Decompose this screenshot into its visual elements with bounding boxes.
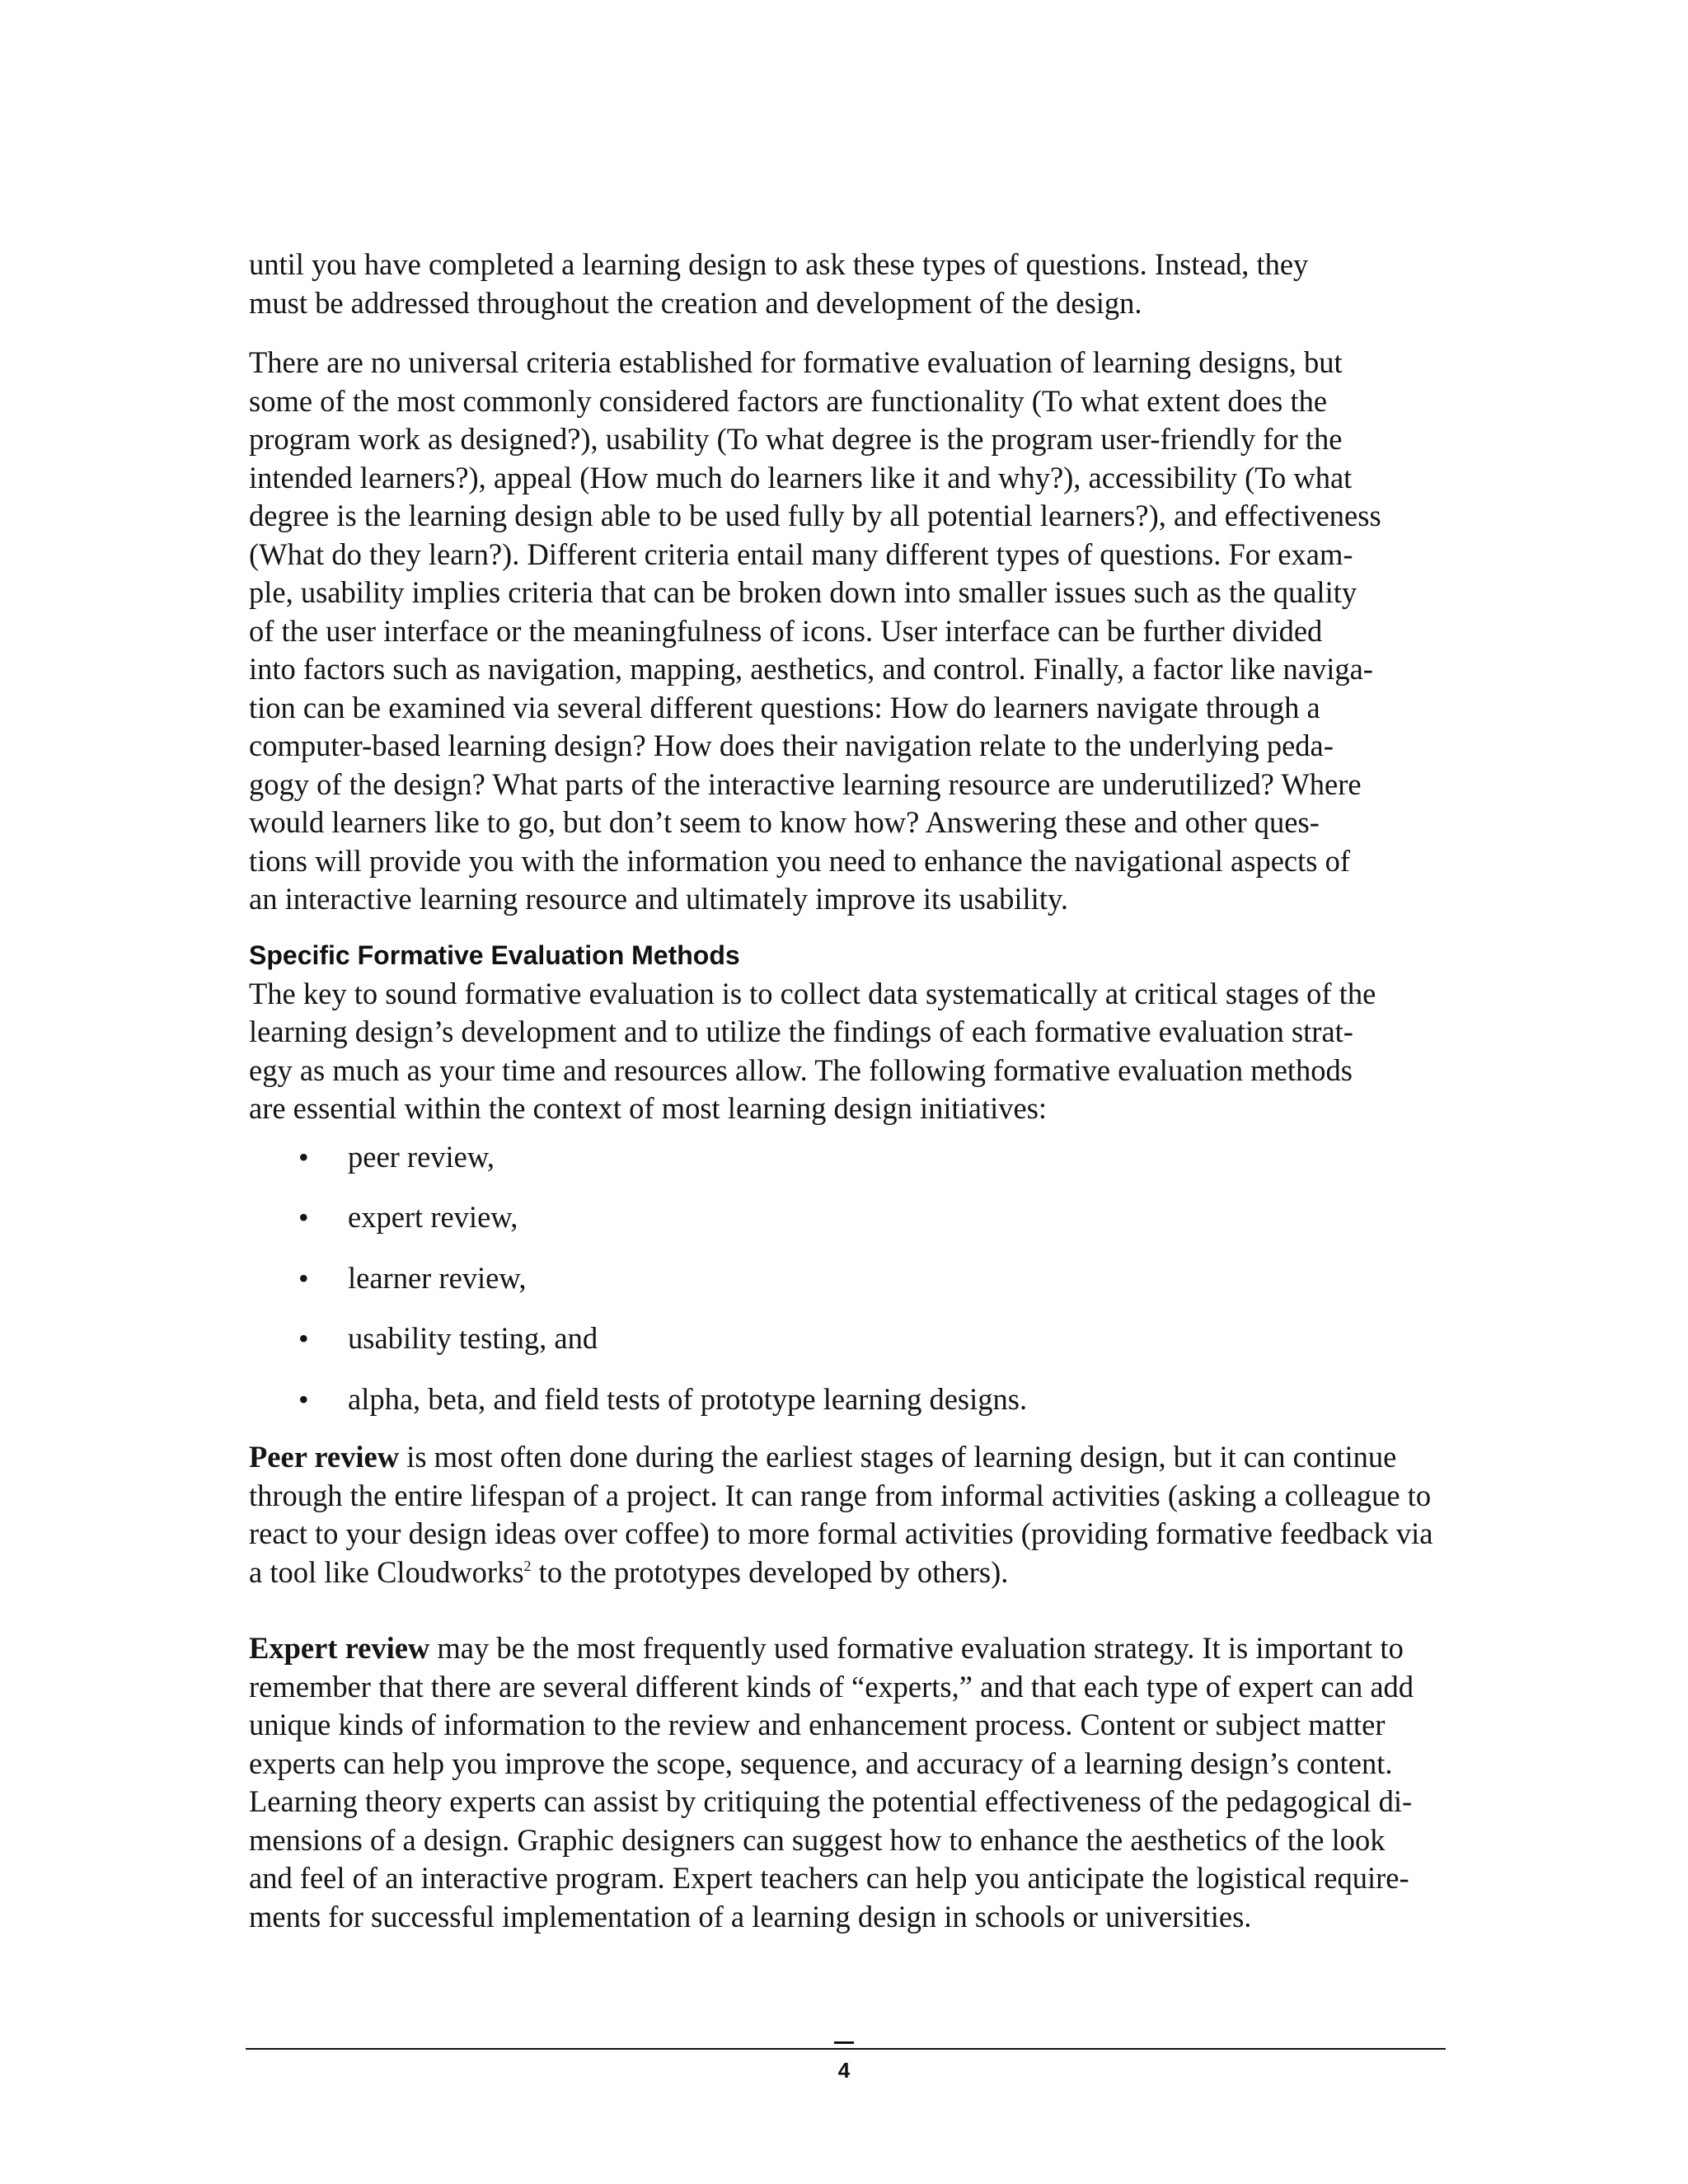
page-body: [249, 246, 1444, 1957]
text-line: unique kinds of information to the review and enhancement process. Content or subject matter: [249, 1708, 1386, 1741]
text-line: through the entire lifespan of a project. It can range from informal activities (asking a colleague to: [249, 1478, 1432, 1512]
text-line: into factors such as navigation, mapping, aesthetics, and control. Finally, a factor like naviga-: [249, 652, 1373, 686]
text-line: tions will provide you with the information you need to enhance the navigational aspects of: [249, 843, 1350, 878]
list-item-text: expert review,: [348, 1200, 518, 1234]
text-run: a tool like Cloudworks: [249, 1554, 524, 1589]
bullet-icon: •: [298, 1201, 309, 1234]
list-item: [249, 1319, 1444, 1358]
expert-review-term: Expert review: [249, 1631, 430, 1665]
list-item: [249, 1198, 1444, 1237]
text-line: [249, 1554, 1444, 1592]
text-line: must be addressed throughout the creation and development of the design.: [249, 285, 1142, 320]
text-line: tion can be examined via several different questions: How do learners navigate through a: [249, 690, 1320, 724]
text-line: gogy of the design? What parts of the interactive learning resource are underutilized? Where: [249, 766, 1362, 801]
bullet-icon: •: [298, 1140, 309, 1174]
list-item: [249, 1138, 1444, 1177]
text-line: react to your design ideas over coffee) to more formal activities (providing formative feedback via: [249, 1516, 1433, 1550]
text-line: mensions of a design. Graphic designers can suggest how to enhance the aesthetics of the look: [249, 1822, 1386, 1857]
text-line: egy as much as your time and resources allow. The following formative evaluation methods: [249, 1052, 1353, 1087]
list-item-text: peer review,: [348, 1139, 495, 1174]
text-line: ple, usability implies criteria that can be broken down into smaller issues such as the quality: [249, 575, 1357, 609]
bullet-icon: •: [298, 1382, 309, 1416]
bullet-icon: •: [298, 1261, 309, 1295]
list-item-text: usability testing, and: [348, 1321, 598, 1355]
text-line: [249, 1438, 1444, 1477]
peer-review-term: Peer review: [249, 1440, 400, 1474]
text-line: are essential within the context of most learning design initiatives:: [249, 1091, 1048, 1125]
text-line: experts can help you improve the scope, sequence, and accuracy of a learning design’s content.: [249, 1746, 1393, 1780]
expert-review-paragraph: [249, 1629, 1444, 1936]
text-line: degree is the learning design able to be used fully by all potential learners?), and effectiveness: [249, 499, 1381, 532]
text-line: remember that there are several different kinds of “experts,” and that each type of expert can add: [249, 1669, 1414, 1704]
text-line: until you have completed a learning design to ask these types of questions. Instead, they: [249, 247, 1309, 281]
page-number: 4: [837, 2058, 851, 2083]
list-item-text: learner review,: [348, 1260, 527, 1295]
text-line: [249, 1629, 1444, 1668]
list-item-text: alpha, beta, and field tests of prototype learning designs.: [348, 1381, 1028, 1416]
intro-paragraph: [249, 246, 1444, 322]
peer-review-paragraph: [249, 1438, 1444, 1591]
text-line: would learners like to go, but don’t seem to know how? Answering these and other ques-: [249, 805, 1320, 839]
text-line: The key to sound formative evaluation is to collect data systematically at critical stages of the: [249, 976, 1376, 1010]
text-line: intended learners?), appeal (How much do learners like it and why?), accessibility (To what: [249, 460, 1353, 494]
text-line: some of the most commonly considered factors are functionality (To what extent does the: [249, 383, 1328, 418]
text-run: is most often done during the earliest stages of learning design, but it can continue: [399, 1440, 1397, 1474]
text-line: learning design’s development and to utilize the findings of each formative evaluation strat-: [249, 1015, 1353, 1048]
text-line: Learning theory experts can assist by critiquing the potential effectiveness of the pedagogical di-: [249, 1784, 1413, 1818]
text-line: program work as designed?), usability (To what degree is the program user-friendly for the: [249, 422, 1343, 456]
text-line: There are no universal criteria established for formative evaluation of learning designs, but: [249, 345, 1343, 379]
text-run: to the prototypes developed by others).: [531, 1554, 1009, 1589]
list-item: [249, 1259, 1444, 1298]
text-line: and feel of an interactive program. Expert teachers can help you anticipate the logistical require-: [249, 1861, 1409, 1895]
text-line: of the user interface or the meaningfulness of icons. User interface can be further divided: [249, 613, 1323, 648]
footer-rule: [246, 2048, 1446, 2050]
footer-tick: [834, 2041, 854, 2044]
text-line: computer-based learning design? How does their navigation relate to the underlying peda-: [249, 729, 1334, 762]
text-line: (What do they learn?). Different criteria entail many different types of questions. For exam-: [249, 537, 1353, 571]
methods-list: [249, 1138, 1444, 1419]
section-heading: Specific Formative Evaluation Methods: [249, 940, 740, 970]
text-line: ments for successful implementation of a learning design in schools or universities.: [249, 1899, 1252, 1933]
list-item: [249, 1380, 1444, 1419]
text-run: may be the most frequently used formative evaluation strategy. It is important to: [429, 1631, 1404, 1665]
bullet-icon: •: [298, 1322, 309, 1355]
text-line: an interactive learning resource and ultimately improve its usability.: [249, 882, 1068, 916]
footnote-marker[interactable]: 2: [523, 1557, 532, 1574]
criteria-paragraph: [249, 344, 1444, 919]
section-intro-paragraph: [249, 975, 1444, 1128]
